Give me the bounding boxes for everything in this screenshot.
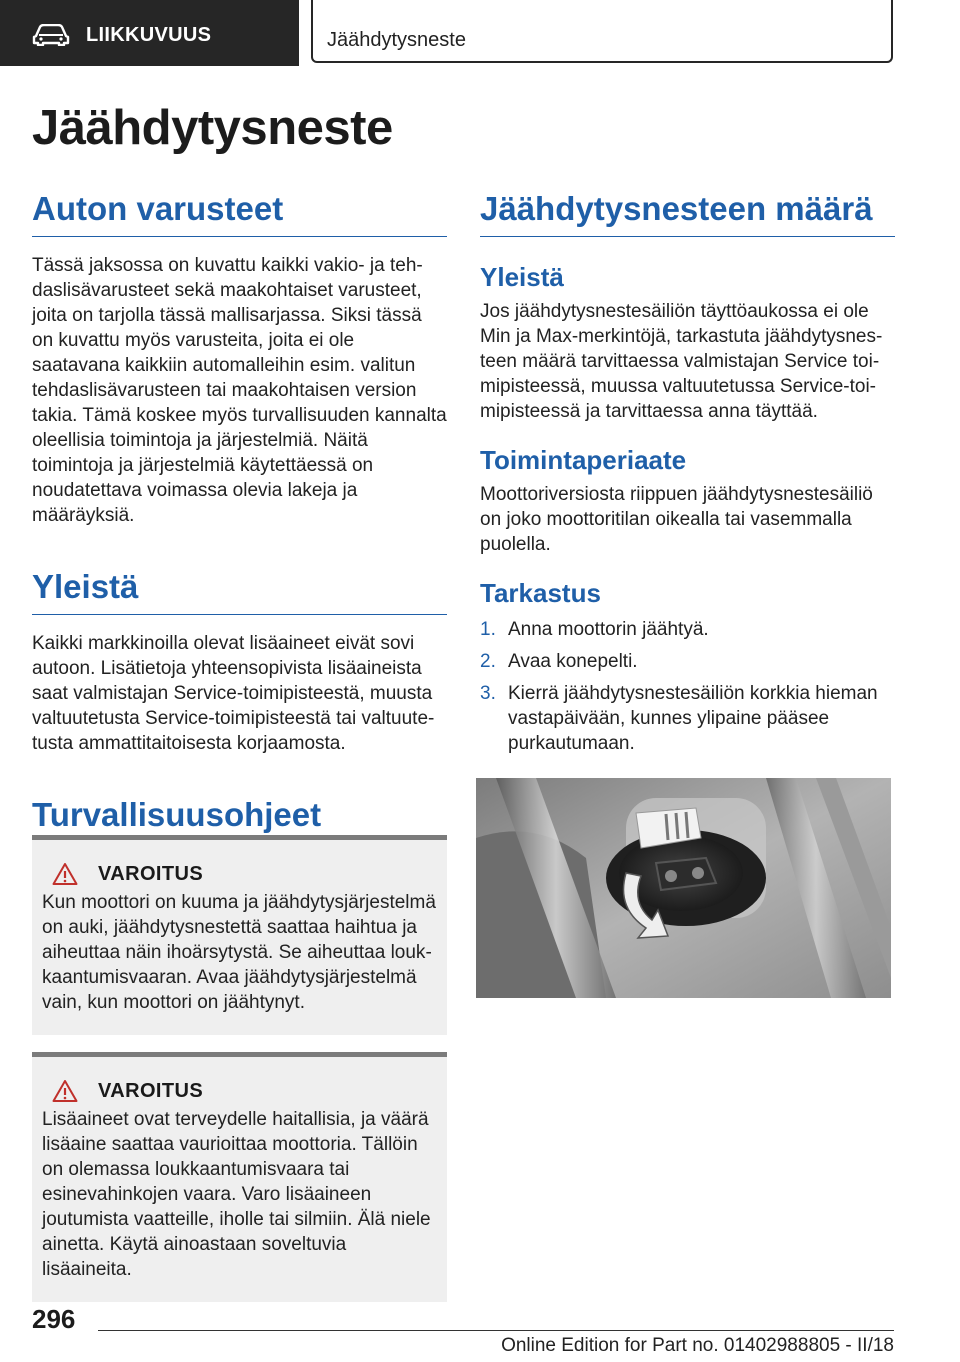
list-item: 3. Kierrä jäähdytysnestesäiliön korkkia hieman vastapäivään, kunnes ylipaine pääsee purkautumaan.: [480, 683, 878, 754]
heading-coolant-level: Jäähdytysnesteen määrä: [480, 188, 895, 237]
footer-edition: Online Edition for Part no. 01402988805 - II/18: [501, 1335, 894, 1356]
breadcrumb: [311, 0, 893, 63]
warning-triangle-icon: [52, 1079, 78, 1103]
left-column: [32, 188, 447, 843]
coolant-general-text: Jos jäähdytysnestesäiliön täyttöaukossa ei ole Min ja Max-merkintöjä, tarkastuta jäähdytysnesteen määrä tarvittaessa valmistajan Service toimipisteessä, muussa valtuutetussa Service-toimipisteessä ja tarvittaessa anna täyttää.: [480, 301, 883, 422]
footer-divider: [98, 1330, 894, 1331]
subheading-general: Yleistä: [480, 262, 564, 292]
page-number: 296: [32, 1304, 76, 1334]
page-title: Jäähdytysneste: [32, 101, 393, 155]
list-item: 2. Avaa konepelti.: [480, 651, 638, 672]
equipment-text: Tässä jaksossa on kuvattu kaikki vakio- ja tehdaslisävarusteet sekä maakohtaiset varusteet, joita on tarjolla tässä mallisarjassa. Siksi tässä on kuvattu myös varusteita, joita ei ole saatavana kaikkiin automalleihin esim. valitun tehdaslisävarusteen tai maakohtaisen version takia. Tämä koskee myös turvallisuuden kannalta oleellisia toimintoja ja järjestelmiä. Näitä toimintoja ja järjestelmiä käytettäessä on noudatettava voimassa olevia lakeja ja määräyksiä.: [32, 255, 447, 526]
check-steps: [480, 617, 895, 756]
subheading-check: Tarkastus: [480, 578, 601, 608]
coolant-cap-photo: [476, 778, 891, 998]
section-tab: [0, 0, 299, 66]
principle-text: Moottoriversiosta riippuen jäähdytysnestesäiliö on joko moottoritilan oikealla tai vasemmalla puolella.: [480, 484, 873, 555]
heading-equipment: Auton varusteet: [32, 188, 447, 237]
right-column: [480, 188, 895, 763]
warning-text: Kun moottori on kuuma ja jäähdytysjärjestelmä on auki, jäähdytysnestettä saattaa haihtua ja aiheuttaa näin ihoärsytystä. Se aiheuttaa loukkaantumisvaaran. Avaa jäähdytysjärjestelmä vain, kun moottori on jäähtynyt.: [42, 892, 436, 1013]
warning-box: [32, 1052, 447, 1302]
warning-title: VAROITUS: [98, 1079, 204, 1102]
breadcrumb-label: Jäähdytysneste: [327, 29, 466, 51]
heading-safety: Turvallisuusohjeet: [32, 794, 447, 843]
section-label: LIIKKUVUUS: [86, 24, 212, 46]
warning-title: VAROITUS: [98, 862, 204, 885]
list-item: 1. Anna moottorin jäähtyä.: [480, 619, 709, 640]
general-text: Kaikki markkinoilla olevat lisäaineet eivät sovi autoon. Lisätietoja yhteensopivista lisäaineista saat valmistajan Service-toimipisteestä, muusta valtuutetusta Service-toimipisteestä tai valtuutetusta ammattitaitoisesta korjaamosta.: [32, 633, 435, 754]
warning-box: [32, 835, 447, 1035]
warning-triangle-icon: [52, 862, 78, 886]
subheading-principle: Toimintaperiaate: [480, 445, 687, 475]
heading-general: Yleistä: [32, 566, 447, 615]
warning-text: Lisäaineet ovat terveydelle haitallisia, ja väärä lisäaine saattaa vaurioittaa moottoria. Tällöin on olemassa loukkaantumisvaara tai esinevahinkojen vaara. Varo lisäaineen joutumista vaatteille, iholle tai silmiin. Älä niele ainetta. Käytä ainoastaan soveltuvia lisäaineita.: [42, 1109, 431, 1280]
car-icon: [32, 24, 70, 46]
